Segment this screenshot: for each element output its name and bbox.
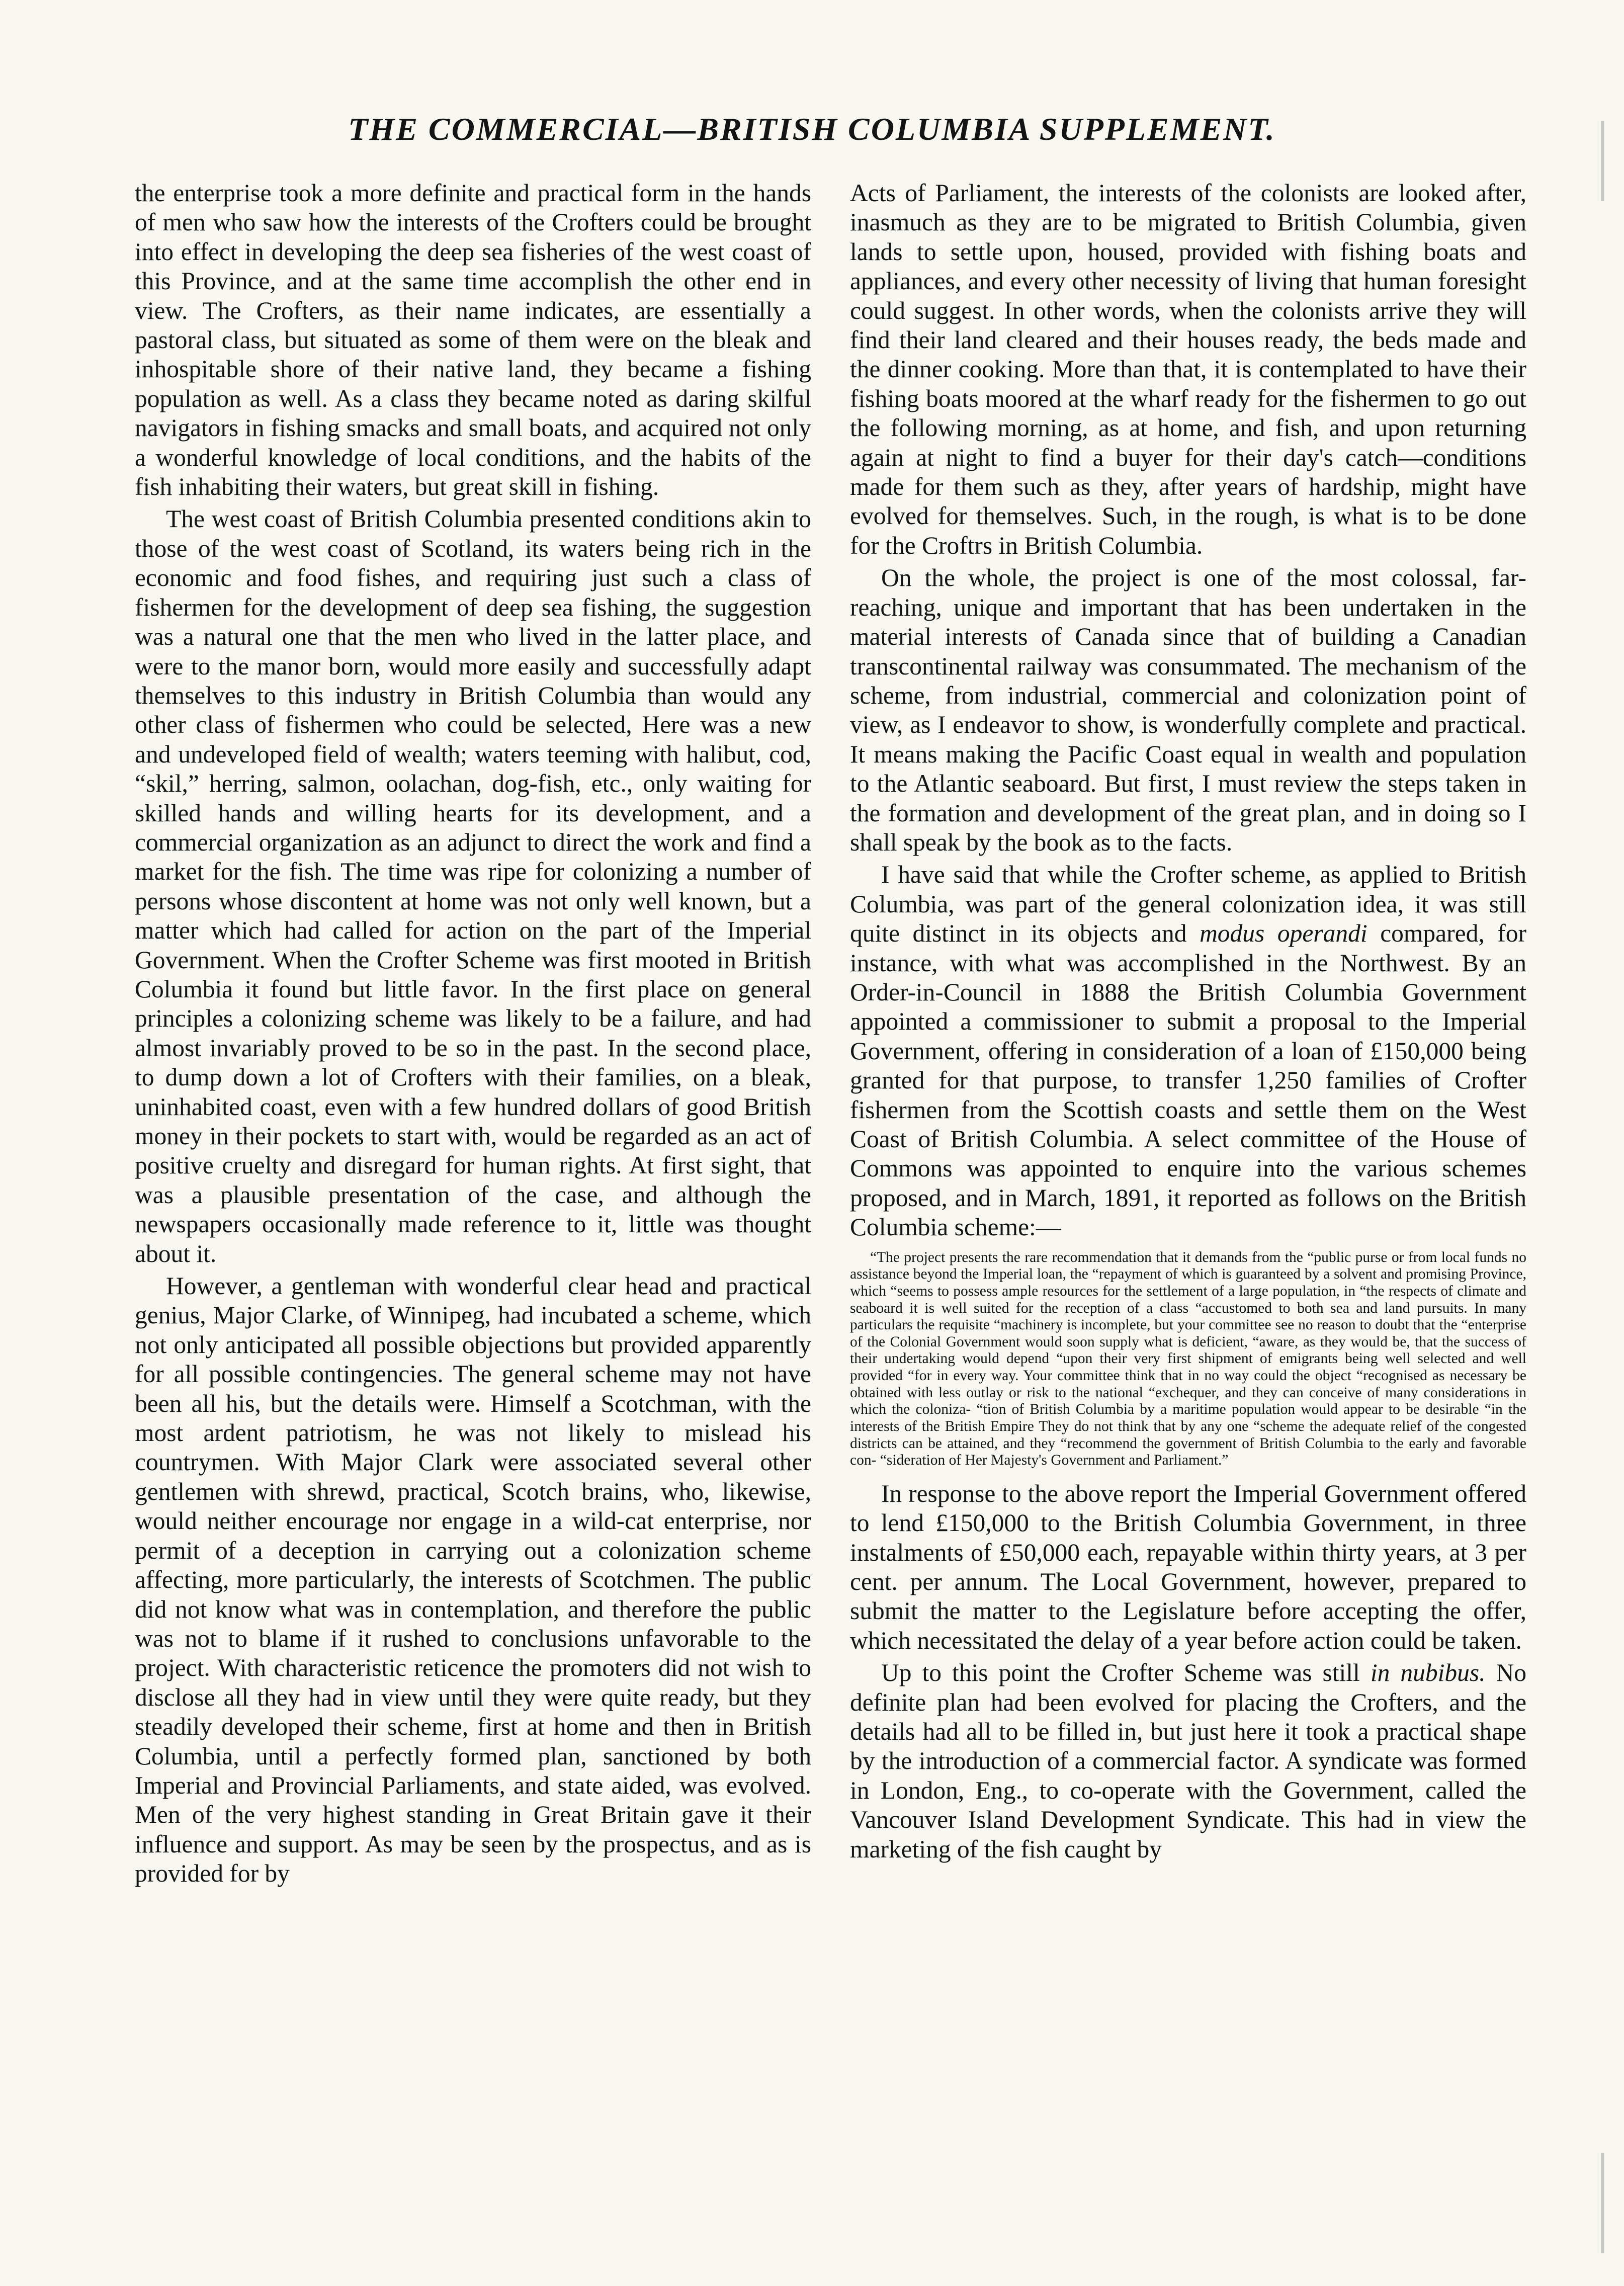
right-paragraph-3-text-b: compared, for instance, with what was accomplished in the Northwest. By an Order-in-Council in 1888 the British Columbia Government appointed a commissioner to submit a proposal to the Imperial Government, offering in consideration of a loan of £150,000 being granted for that purpose, to transfer 1,250 families of Crofter fishermen from the Scottish coasts and settle them on the West Coast of British Columbia. A select committee of the House of Commons was appointed to enquire into the various schemes proposed, and in March, 1891, it reported as follows on the British Columbia scheme:— (850, 919, 1526, 1241)
right-paragraph-4: In response to the above report the Imperial Government offered to lend £150,000 to the British Columbia Government, in three instalments of £50,000 each, repayable within thirty years, at 3 per cent. per annum. The Local Government, however, prepared to submit the matter to the Legislature before accepting the offer, which necessitated the delay of a year before action could be taken. (850, 1479, 1526, 1654)
right-paragraph-5-italic: in nubibus. (1370, 1659, 1486, 1687)
right-paragraph-1: Acts of Parliament, the interests of the colonists are looked after, inasmuch as they are to be migrated to British Columbia, given lands to settle upon, housed, provided with fishing boats and appliances, and every other necessity of living that human foresight could suggest. In other words, when the colonists arrive they will find their land cleared and their houses ready, the beds made and the dinner cooking. More than that, it is contemplated to have their fishing boats moored at the wharf ready for the fishermen to go out the following morning, as at home, and fish, and upon returning again at night to find a buyer for their day's catch—conditions made for them such as they, after years of hardship, might have evolved for themselves. Such, in the rough, is what is to be done for the Croftrs in British Columbia. (850, 179, 1526, 559)
right-column (850, 179, 1526, 1867)
right-paragraph-3-text-a: I have said that while the Crofter scheme, as applied to British Columbia, was part of the general colonization idea, it was still quite distinct in its objects and (850, 861, 1526, 948)
scan-edge-mark-bottom (1601, 2153, 1604, 2253)
running-header: THE COMMERCIAL—BRITISH COLUMBIA SUPPLEMENT. (348, 111, 1276, 147)
left-paragraph-3: However, a gentleman with wonderful clear head and practical genius, Major Clarke, of Winnipeg, had incubated a scheme, which not only anticipated all possible objections but provided apparently for all possible contingencies. The general scheme may not have been all his, but the details were. Himself a Scotchman, with the most ardent patriotism, he was not likely to mislead his countrymen. With Major Clark were associated several other gentlemen with shrewd, practical, Scotch brains, who, likewise, would neither encourage nor engage in a wild-cat enterprise, nor permit of a deception in carrying out a colonization scheme affecting, more particularly, the interests of Scotchmen. The public did not know what was in contemplation, and therefore the public was not to blame if it rushed to conclusions unfavorable to the project. With characteristic reticence the promoters did not wish to disclose all they had in view until they were quite ready, but they steadily developed their scheme, first at home and then in British Columbia, until a perfectly formed plan, sanctioned by both Imperial and Provincial Parliaments, and state aided, was evolved. Men of the very highest standing in Great Britain gave it their influence and support. As may be seen by the prospectus, and as is provided for by (135, 1272, 811, 1888)
right-paragraph-2: On the whole, the project is one of the most colossal, far-reaching, unique and important that has been undertaken in the material interests of Canada since that of building a Canadian transcontinental railway was consummated. The mechanism of the scheme, from industrial, commercial and colonization point of view, as I endeavor to show, is wonderfully complete and practical. It means making the Pacific Coast equal in wealth and population to the Atlantic seaboard. But first, I must review the steps taken in the formation and development of the great plan, and in doing so I shall speak by the book as to the facts. (850, 564, 1526, 856)
committee-report-quote: “The project presents the rare recommendation that it demands from the “public purse or from local funds no assistance beyond the Imperial loan, the “repayment of which is guaranteed by a solvent and promising Province, which “seems to possess ample resources for the settlement of a large population, in “the respects of climate and seaboard it is well suited for the reception of a class “accustomed to both sea and land pursuits. In many particulars the requisite “machinery is incomplete, but your committee see no reason to doubt that the “enterprise of the Colonial Government would soon supply what is deficient, “aware, as they would be, that the success of their undertaking would depend “upon their very first shipment of emigrants being well selected and well provided “for in every way. Your committee think that in no way could the object “recognised as necessary be obtained with less outlay or risk to the national “exchequer, and they can conceive of many considerations in which the coloniza- “tion of British Columbia by a maritime population would appear to be desirable “in the interests of the British Empire They do not think that by any one “scheme the adequate relief of the congested districts can be attained, and they “recommend the government of British Columbia to the early and favorable con- “sideration of Her Majesty's Government and Parliament.” (850, 1249, 1526, 1469)
right-paragraph-5-text-a: Up to this point the Crofter Scheme was still (881, 1659, 1371, 1687)
right-paragraph-5 (850, 1658, 1526, 1864)
left-column (135, 179, 811, 1892)
right-paragraph-5-text-b: No definite plan had been evolved for placing the Crofters, and the details had all to be filled in, but just here it took a practical shape by the introduction of a commercial factor. A syndicate was formed in London, Eng., to co-operate with the Government, called the Vancouver Island Development Syndicate. This had in view the marketing of the fish caught by (850, 1659, 1527, 1863)
left-paragraph-2: The west coast of British Columbia presented conditions akin to those of the west coast of Scotland, its waters being rich in the economic and food fishes, and requiring just such a class of fishermen for the development of deep sea fishing, the suggestion was a natural one that the men who lived in the latter place, and were to the manor born, would more easily and successfully adapt themselves to this industry in British Columbia than would any other class of fishermen who could be selected, Here was a new and undeveloped field of wealth; waters teeming with halibut, cod, “skil,” herring, salmon, oolachan, dog-fish, etc., only waiting for skilled hands and willing hearts for its development, and a commercial organization as an adjunct to direct the work and find a market for the fish. The time was ripe for colonizing a number of persons whose discontent at home was not only well known, but a matter which had called for action on the part of the Imperial Government. When the Crofter Scheme was first mooted in British Columbia it found but little favor. In the first place on general principles a colonizing scheme was likely to be a failure, and had almost invariably proved to be so in the past. In the second place, to dump down a lot of Crofters with their families, on a bleak, uninhabited coast, even with a few hundred dollars of good British money in their pockets to start with, would be regarded as an act of positive cruelty and disregard for human rights. At first sight, that was a plausible presentation of the case, and although the newspapers occasionally made reference to it, little was thought about it. (135, 505, 811, 1267)
left-paragraph-1: the enterprise took a more definite and practical form in the hands of men who saw how the interests of the Crofters could be brought into effect in developing the deep sea fisheries of the west coast of this Province, and at the same time accomplish the other end in view. The Crofters, as their name indicates, are essentially a pastoral class, but situated as some of them were on the bleak and inhospitable shore of their native land, they became a fishing population as well. As a class they became noted as daring skilful navigators in fishing smacks and small boats, and acquired not only a wonderful knowledge of local conditions, and the habits of the fish inhabiting their waters, but great skill in fishing. (135, 179, 811, 501)
right-paragraph-3 (850, 860, 1526, 1242)
right-paragraph-3-italic: modus operandi (1200, 919, 1367, 948)
scan-edge-mark-top (1601, 121, 1604, 201)
